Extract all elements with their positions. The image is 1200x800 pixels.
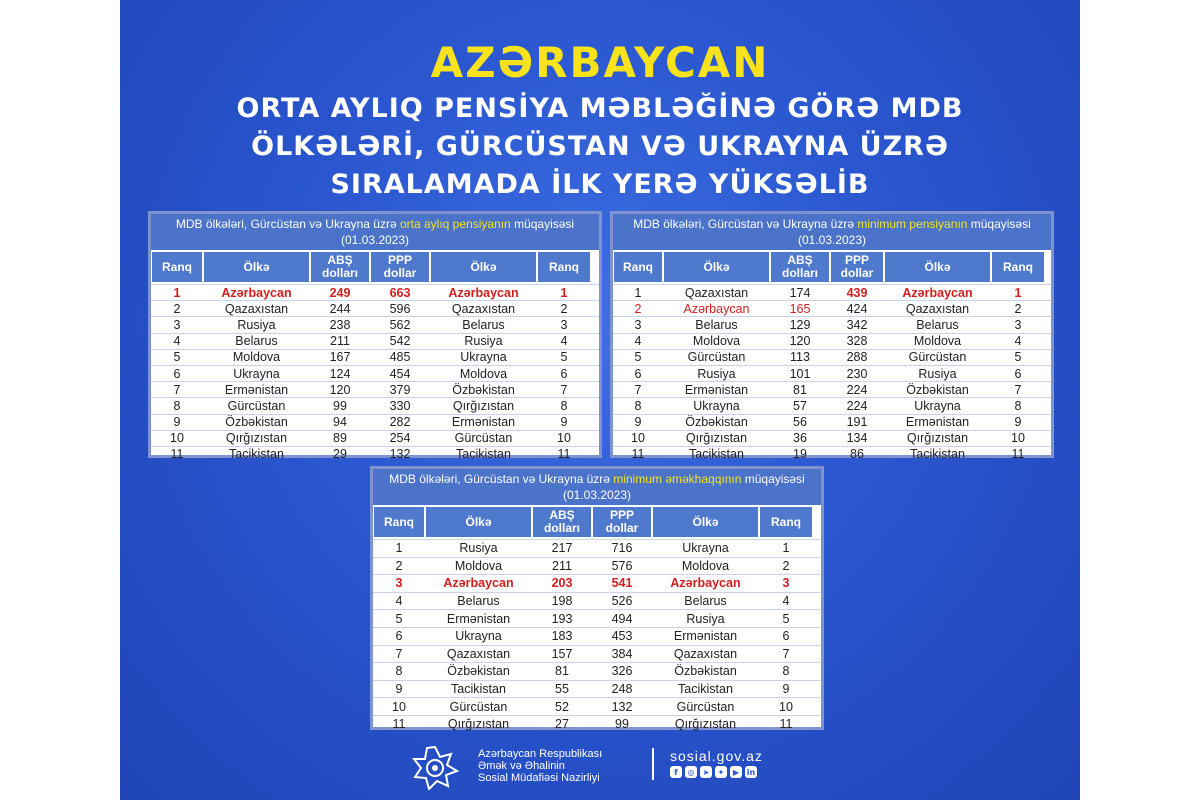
country-cell: Moldova <box>692 334 741 349</box>
ministry-logo-icon <box>410 744 460 790</box>
usd-cell: 174 <box>789 285 811 300</box>
header-ppp: PPP dollar <box>371 252 429 282</box>
ppp-cell: 224 <box>846 398 868 413</box>
country-cell: Qırğızıstan <box>447 717 510 732</box>
ppp-cell: 485 <box>389 350 411 365</box>
table-row <box>151 284 599 300</box>
country-cell: Gürcüstan <box>227 398 286 413</box>
usd-cell: 203 <box>551 576 573 591</box>
country-cell: Tacikistan <box>451 682 506 697</box>
country-cell: Ukrayna <box>233 366 280 381</box>
country-cell: Rusiya <box>237 317 276 332</box>
ppp-cell: 576 <box>611 558 633 573</box>
rank-cell: 3 <box>173 317 181 332</box>
ppp-cell: 288 <box>846 350 868 365</box>
country-cell: Özbəkistan <box>685 415 748 430</box>
usd-cell: 52 <box>555 699 569 714</box>
minimum-wage-table <box>370 466 824 730</box>
rank-ppp-cell: 1 <box>1014 285 1022 300</box>
usd-cell: 238 <box>329 317 351 332</box>
ppp-cell: 526 <box>611 594 633 609</box>
rank-ppp-cell: 6 <box>1014 366 1022 381</box>
rank-ppp-cell: 8 <box>1014 398 1022 413</box>
ppp-cell: 191 <box>846 415 868 430</box>
ppp-cell: 330 <box>389 398 411 413</box>
table-row <box>373 680 821 698</box>
ppp-cell: 99 <box>615 717 629 732</box>
header-usd: ABŞ dolları <box>533 507 591 537</box>
usd-cell: 120 <box>329 382 351 397</box>
country-ppp-cell: Qazaxıstan <box>905 301 970 316</box>
subtitle-line-1: ORTA AYLIQ PENSİYA MƏBLƏĞİNƏ GÖRƏ MDB <box>236 93 964 124</box>
usd-cell: 244 <box>329 301 351 316</box>
rank-cell: 8 <box>395 664 403 679</box>
rank-cell: 10 <box>631 431 645 446</box>
table-body <box>151 284 599 462</box>
rank-cell: 6 <box>173 366 181 381</box>
rank-ppp-cell: 2 <box>1014 301 1022 316</box>
header-rank: Ranq <box>152 252 202 282</box>
caption-highlight: minimum pensiyanın <box>857 217 968 231</box>
rank-cell: 4 <box>395 594 403 609</box>
table-row <box>613 316 1051 332</box>
ppp-cell: 248 <box>611 682 633 697</box>
header-country-ppp: Ölkə <box>431 252 536 282</box>
country-ppp-cell: Qazaxıstan <box>673 646 738 661</box>
rank-cell: 3 <box>395 576 403 591</box>
rank-cell: 8 <box>173 398 181 413</box>
country-ppp-cell: Azərbaycan <box>448 285 519 300</box>
header-rank-ppp: Ranq <box>538 252 590 282</box>
country-ppp-cell: Qırğızıstan <box>674 717 737 732</box>
rank-cell: 1 <box>395 541 403 556</box>
minimum-pension-table <box>610 211 1054 462</box>
rank-ppp-cell: 9 <box>1014 415 1022 430</box>
table-row <box>151 365 599 381</box>
country-ppp-cell: Tacikistan <box>456 447 511 462</box>
linkedin-icon[interactable]: in <box>746 767 756 777</box>
header-country-usd: Ölkə <box>426 507 531 537</box>
ppp-cell: 342 <box>846 317 868 332</box>
rank-cell: 10 <box>170 431 184 446</box>
table-caption <box>151 214 599 250</box>
country-ppp-cell: Gürcüstan <box>676 699 735 714</box>
country-ppp-cell: Ermənistan <box>905 415 970 430</box>
country-cell: Tacikistan <box>229 447 284 462</box>
country-ppp-cell: Rusiya <box>686 611 725 626</box>
table-row <box>373 539 821 557</box>
ppp-cell: 230 <box>846 366 868 381</box>
country-ppp-cell: Rusiya <box>464 334 503 349</box>
ppp-cell: 326 <box>611 664 633 679</box>
country-ppp-cell: Özbəkistan <box>674 664 737 679</box>
country-ppp-cell: Gürcüstan <box>454 431 513 446</box>
ppp-cell: 542 <box>389 334 411 349</box>
usd-cell: 157 <box>551 646 573 661</box>
ppp-cell: 384 <box>611 646 633 661</box>
rank-ppp-cell: 6 <box>782 629 790 644</box>
caption-text: MDB ölkələri, Gürcüstan və Ukrayna üzrə <box>175 217 400 231</box>
rank-ppp-cell: 5 <box>560 350 568 365</box>
table-row <box>613 284 1051 300</box>
footer-divider <box>652 748 654 780</box>
caption-date: müqayisəsi (01.03.2023) <box>562 472 805 502</box>
caption-text: MDB ölkələri, Gürcüstan və Ukrayna üzrə <box>633 217 858 231</box>
country-cell: Qırğızıstan <box>685 431 748 446</box>
usd-cell: 57 <box>793 398 807 413</box>
rank-ppp-cell: 4 <box>560 334 568 349</box>
rank-ppp-cell: 7 <box>1014 382 1022 397</box>
header-usd: ABŞ dolları <box>311 252 369 282</box>
table-row <box>373 715 821 733</box>
table-row <box>373 609 821 627</box>
rank-cell: 11 <box>170 447 184 462</box>
country-ppp-cell: Tacikistan <box>910 447 965 462</box>
usd-cell: 249 <box>329 285 351 300</box>
country-ppp-cell: Rusiya <box>918 366 957 381</box>
rank-cell: 5 <box>395 611 403 626</box>
country-ppp-cell: Ukrayna <box>460 350 507 365</box>
table-row <box>613 430 1051 446</box>
ministry-name-line-3: Sosial Müdafiəsi Nazirliyi <box>478 772 600 784</box>
country-ppp-cell: Gürcüstan <box>908 350 967 365</box>
ppp-cell: 282 <box>389 415 411 430</box>
usd-cell: 193 <box>551 611 573 626</box>
country-cell: Qırğızıstan <box>225 431 288 446</box>
ppp-cell: 494 <box>611 611 633 626</box>
country-ppp-cell: Moldova <box>681 558 730 573</box>
table-row <box>151 397 599 413</box>
usd-cell: 211 <box>552 558 572 573</box>
ppp-cell: 254 <box>389 431 411 446</box>
rank-cell: 7 <box>634 382 642 397</box>
rank-ppp-cell: 1 <box>782 541 790 556</box>
country-cell: Ukrayna <box>693 398 740 413</box>
header-ppp: PPP dollar <box>831 252 883 282</box>
country-ppp-cell: Özbəkistan <box>906 382 969 397</box>
subtitle-line-3: SIRALAMADA İLK YERƏ YÜKSƏLİB <box>330 169 870 200</box>
table-row <box>373 574 821 592</box>
usd-cell: 27 <box>555 717 569 732</box>
table-row <box>373 592 821 610</box>
country-ppp-cell: Ermənistan <box>451 415 516 430</box>
table-row <box>151 300 599 316</box>
caption-highlight: minimum əməkhaqqının <box>613 472 742 486</box>
country-cell: Ermənistan <box>224 382 289 397</box>
country-ppp-cell: Belarus <box>916 317 959 332</box>
ppp-cell: 663 <box>389 285 411 300</box>
usd-cell: 198 <box>551 594 573 609</box>
country-cell: Tacikistan <box>689 447 744 462</box>
rank-cell: 4 <box>173 334 181 349</box>
rank-cell: 7 <box>173 382 181 397</box>
country-cell: Moldova <box>232 350 281 365</box>
usd-cell: 129 <box>789 317 811 332</box>
country-cell: Ermənistan <box>446 611 511 626</box>
poster <box>120 0 1080 800</box>
usd-cell: 81 <box>555 664 569 679</box>
rank-cell: 6 <box>634 366 642 381</box>
rank-cell: 2 <box>173 301 181 316</box>
rank-cell: 2 <box>634 301 642 316</box>
country-ppp-cell: Qazaxıstan <box>451 301 516 316</box>
rank-cell: 8 <box>634 398 642 413</box>
rank-ppp-cell: 4 <box>782 594 790 609</box>
usd-cell: 55 <box>555 682 569 697</box>
table-row <box>151 316 599 332</box>
table-row <box>613 365 1051 381</box>
table-row <box>373 557 821 575</box>
ppp-cell: 562 <box>389 317 411 332</box>
ppp-cell: 132 <box>389 447 411 462</box>
rank-ppp-cell: 8 <box>560 398 568 413</box>
usd-cell: 217 <box>551 541 573 556</box>
table-row <box>151 381 599 397</box>
rank-ppp-cell: 5 <box>782 611 790 626</box>
country-ppp-cell: Ukrayna <box>682 541 729 556</box>
usd-cell: 113 <box>790 350 810 365</box>
ministry-name-line-1: Azərbaycan Respublikası <box>478 748 603 760</box>
rank-cell: 1 <box>173 285 181 300</box>
country-ppp-cell: Qırğızıstan <box>452 398 515 413</box>
rank-ppp-cell: 11 <box>1011 447 1025 462</box>
facebook-icon[interactable]: f <box>670 766 682 778</box>
subtitle-line-2: ÖLKƏLƏRİ, GÜRCÜSTAN VƏ UKRAYNA ÜZRƏ <box>251 131 949 162</box>
social-icons <box>670 766 757 778</box>
rank-cell: 3 <box>634 317 642 332</box>
usd-cell: 56 <box>793 415 807 430</box>
rank-ppp-cell: 2 <box>560 301 568 316</box>
usd-cell: 29 <box>333 447 347 462</box>
ministry-name-line-2: Əmək və Əhalinin <box>478 760 565 772</box>
country-cell: Ukrayna <box>455 629 502 644</box>
usd-cell: 120 <box>789 334 811 349</box>
usd-cell: 19 <box>793 447 807 462</box>
country-cell: Rusiya <box>459 541 498 556</box>
caption-date: müqayisəsi (01.03.2023) <box>797 217 1031 247</box>
rank-ppp-cell: 9 <box>560 415 568 430</box>
rank-cell: 11 <box>392 717 406 732</box>
rank-cell: 7 <box>395 646 403 661</box>
rank-ppp-cell: 9 <box>782 682 790 697</box>
usd-cell: 211 <box>330 334 350 349</box>
table-row <box>373 645 821 663</box>
country-ppp-cell: Özbəkistan <box>452 382 515 397</box>
website-link[interactable]: sosial.gov.az <box>670 748 763 764</box>
country-cell: Azərbaycan <box>683 301 750 316</box>
table-row <box>151 430 599 446</box>
table-row <box>373 627 821 645</box>
table-row <box>151 349 599 365</box>
rank-cell: 4 <box>634 334 642 349</box>
ppp-cell: 716 <box>611 541 633 556</box>
rank-cell: 2 <box>395 558 403 573</box>
rank-ppp-cell: 1 <box>560 285 568 300</box>
rank-cell: 5 <box>634 350 642 365</box>
ppp-cell: 424 <box>846 301 868 316</box>
ppp-cell: 224 <box>846 382 868 397</box>
table-caption <box>613 214 1051 250</box>
country-cell: Qazaxıstan <box>446 646 511 661</box>
ppp-cell: 86 <box>850 447 864 462</box>
rank-ppp-cell: 11 <box>779 717 793 732</box>
table-header-row <box>613 250 1051 284</box>
caption-date: müqayisəsi (01.03.2023) <box>340 217 575 247</box>
page-title: AZƏRBAYCAN <box>430 38 770 87</box>
table-row <box>613 381 1051 397</box>
header-ppp: PPP dollar <box>593 507 651 537</box>
header-country-usd: Ölkə <box>204 252 309 282</box>
header-rank: Ranq <box>374 507 424 537</box>
ppp-cell: 453 <box>611 629 633 644</box>
ppp-cell: 596 <box>389 301 411 316</box>
rank-cell: 9 <box>395 682 403 697</box>
rank-cell: 10 <box>392 699 406 714</box>
table-header-row <box>151 250 599 284</box>
caption-text: MDB ölkələri, Gürcüstan və Ukrayna üzrə <box>389 472 614 486</box>
rank-cell: 1 <box>634 285 642 300</box>
table-row <box>613 300 1051 316</box>
country-cell: Moldova <box>454 558 503 573</box>
rank-ppp-cell: 3 <box>1014 317 1022 332</box>
country-cell: Belarus <box>235 334 278 349</box>
rank-ppp-cell: 4 <box>1014 334 1022 349</box>
country-cell: Özbəkistan <box>447 664 510 679</box>
rank-ppp-cell: 3 <box>560 317 568 332</box>
country-cell: Belarus <box>457 594 500 609</box>
country-ppp-cell: Tacikistan <box>678 682 733 697</box>
usd-cell: 165 <box>789 301 811 316</box>
table-row <box>613 397 1051 413</box>
table-row <box>613 333 1051 349</box>
rank-ppp-cell: 2 <box>782 558 790 573</box>
header-country-ppp: Ölkə <box>653 507 758 537</box>
ppp-cell: 379 <box>389 382 411 397</box>
ppp-cell: 134 <box>846 431 868 446</box>
country-ppp-cell: Moldova <box>913 334 962 349</box>
table-row <box>613 414 1051 430</box>
country-ppp-cell: Belarus <box>462 317 505 332</box>
header-rank: Ranq <box>614 252 662 282</box>
usd-cell: 94 <box>333 415 347 430</box>
instagram-icon[interactable]: ◎ <box>685 766 697 778</box>
rank-ppp-cell: 6 <box>560 366 568 381</box>
country-ppp-cell: Azərbaycan <box>902 285 973 300</box>
table-row <box>151 333 599 349</box>
rank-ppp-cell: 5 <box>1014 350 1022 365</box>
ppp-cell: 328 <box>846 334 868 349</box>
usd-cell: 124 <box>329 366 351 381</box>
ppp-cell: 132 <box>611 699 633 714</box>
rank-ppp-cell: 3 <box>782 576 790 591</box>
country-cell: Qazaxıstan <box>224 301 289 316</box>
country-ppp-cell: Ermənistan <box>673 629 738 644</box>
rank-ppp-cell: 8 <box>782 664 790 679</box>
rank-ppp-cell: 10 <box>557 431 571 446</box>
caption-highlight: orta aylıq pensiyanın <box>399 217 511 231</box>
table-row <box>613 349 1051 365</box>
country-cell: Qazaxıstan <box>684 285 749 300</box>
usd-cell: 101 <box>789 366 811 381</box>
country-cell: Azərbaycan <box>221 285 292 300</box>
rank-cell: 9 <box>173 415 181 430</box>
table-row <box>151 446 599 462</box>
table-caption <box>373 469 821 505</box>
table-row <box>373 662 821 680</box>
country-ppp-cell: Qırğızıstan <box>906 431 969 446</box>
twitter-icon[interactable]: ✦ <box>715 766 727 778</box>
ppp-cell: 439 <box>846 285 868 300</box>
ppp-cell: 454 <box>389 366 411 381</box>
average-pension-table <box>148 211 602 462</box>
country-cell: Rusiya <box>697 366 736 381</box>
country-cell: Özbəkistan <box>225 415 288 430</box>
country-cell: Gürcüstan <box>449 699 508 714</box>
telegram-icon[interactable]: ➤ <box>700 766 712 778</box>
country-cell: Azərbaycan <box>443 576 514 591</box>
country-cell: Ermənistan <box>684 382 749 397</box>
header-usd: ABŞ dolları <box>771 252 829 282</box>
rank-cell: 5 <box>173 350 181 365</box>
table-body <box>373 539 821 733</box>
rank-ppp-cell: 7 <box>560 382 568 397</box>
country-ppp-cell: Moldova <box>459 366 508 381</box>
rank-cell: 6 <box>395 629 403 644</box>
header-country-ppp: Ölkə <box>885 252 990 282</box>
ppp-cell: 541 <box>611 576 633 591</box>
usd-cell: 183 <box>551 629 573 644</box>
rank-ppp-cell: 7 <box>782 646 790 661</box>
usd-cell: 99 <box>333 398 347 413</box>
header-country-usd: Ölkə <box>664 252 769 282</box>
rank-cell: 11 <box>631 447 645 462</box>
rank-cell: 9 <box>634 415 642 430</box>
country-ppp-cell: Azərbaycan <box>670 576 741 591</box>
usd-cell: 89 <box>333 431 347 446</box>
country-cell: Belarus <box>695 317 738 332</box>
country-ppp-cell: Belarus <box>684 594 727 609</box>
rank-ppp-cell: 11 <box>557 447 571 462</box>
table-header-row <box>373 505 821 539</box>
country-cell: Gürcüstan <box>687 350 746 365</box>
usd-cell: 167 <box>329 350 351 365</box>
table-row <box>373 697 821 715</box>
usd-cell: 81 <box>793 382 807 397</box>
usd-cell: 36 <box>793 431 807 446</box>
table-row <box>613 446 1051 462</box>
rank-ppp-cell: 10 <box>1011 431 1025 446</box>
country-ppp-cell: Ukrayna <box>914 398 961 413</box>
rank-ppp-cell: 10 <box>779 699 793 714</box>
table-row <box>151 414 599 430</box>
table-body <box>613 284 1051 462</box>
youtube-icon[interactable]: ▶ <box>730 766 742 778</box>
header-rank-ppp: Ranq <box>760 507 812 537</box>
header-rank-ppp: Ranq <box>992 252 1044 282</box>
